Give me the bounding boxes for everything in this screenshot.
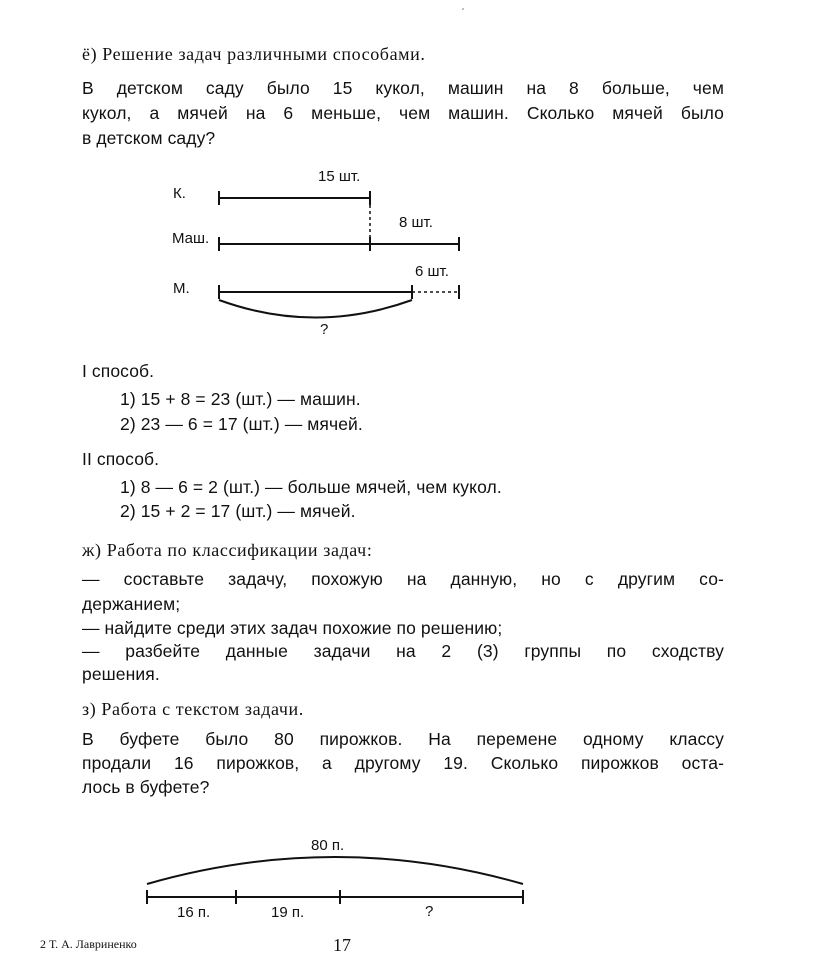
task-item-3-cont: решения.	[82, 664, 160, 684]
task-item-1: — составьте задачу, похожую на данную, но с другим со-	[82, 569, 724, 589]
section-heading-z: з) Работа с текстом задачи.	[82, 699, 304, 719]
row-label-balls: М.	[173, 280, 190, 297]
label-total: 80 п.	[311, 837, 345, 854]
label-unknown-balls: ?	[320, 321, 329, 338]
problem-line-2: кукол, а мячей на 6 меньше, чем машин. Сколько мячей было	[82, 103, 724, 123]
section-heading-yo: ё) Решение задач различными способами.	[82, 44, 426, 64]
method2-step1: 1) 8 — 6 = 2 (шт.) — больше мячей, чем кукол.	[120, 477, 502, 497]
section-heading-zh: ж) Работа по классификации задач:	[82, 540, 373, 560]
method1-step1: 1) 15 + 8 = 23 (шт.) — машин.	[120, 389, 361, 409]
method2-title: II способ.	[82, 449, 160, 469]
label-seg1: 16 п.	[177, 904, 211, 921]
row-label-dolls: К.	[173, 185, 186, 202]
method2-step2: 2) 15 + 2 = 17 (шт.) — мячей.	[120, 501, 356, 521]
pies-brace	[147, 857, 523, 884]
problem2-line-1: В буфете было 80 пирожков. На перемене одному классу	[82, 729, 724, 749]
task-item-2: — найдите среди этих задач похожие по решению;	[82, 618, 503, 638]
task-item-1-cont: держанием;	[82, 594, 181, 614]
label-seg2: 19 п.	[271, 904, 305, 921]
problem-line-1: В детском саду было 15 кукол, машин на 8 больше, чем	[82, 78, 724, 98]
problem2-line-3: лось в буфете?	[82, 777, 210, 797]
problem2-line-2: продали 16 пирожков, а другому 19. Сколько пирожков оста-	[82, 753, 724, 773]
label-less: 6 шт.	[415, 263, 449, 280]
label-seg3: ?	[425, 903, 434, 920]
diagram-pies	[147, 857, 523, 904]
problem-line-3: в детском саду?	[82, 128, 216, 148]
balls-brace	[219, 300, 412, 318]
method1-step2: 2) 23 — 6 = 17 (шт.) — мячей.	[120, 414, 363, 434]
page-number: 17	[333, 935, 351, 955]
label-more: 8 шт.	[399, 214, 433, 231]
diagram-dolls-cars-balls	[219, 191, 459, 318]
task-item-3: — разбейте данные задачи на 2 (3) группы по сходству	[82, 641, 724, 661]
row-label-cars: Маш.	[172, 230, 210, 247]
label-dolls-count: 15 шт.	[318, 168, 361, 185]
footer-signature: 2 Т. А. Лавриненко	[40, 937, 137, 951]
method1-title: I способ.	[82, 361, 155, 381]
